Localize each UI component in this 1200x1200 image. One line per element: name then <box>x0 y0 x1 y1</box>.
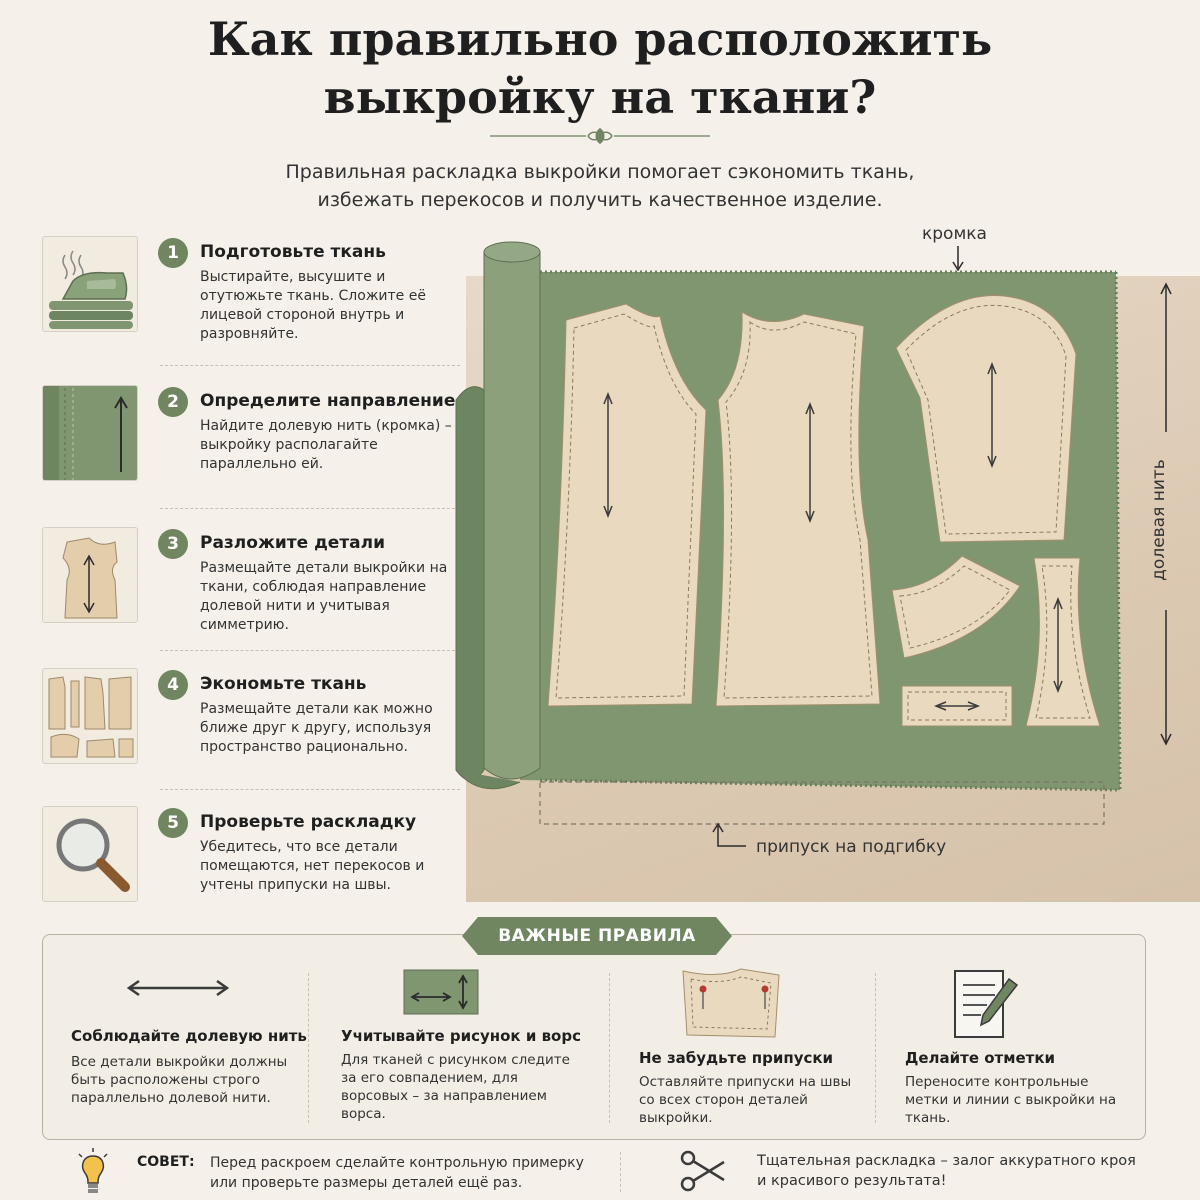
layout-icon <box>42 668 138 764</box>
page-title <box>0 10 1200 126</box>
step-number: 3 <box>158 529 188 559</box>
rule-description: Оставляйте припуски на швы со всех сторон деталей выкройки. <box>639 1074 852 1126</box>
step-description: Выстирайте, высушите и отутюжьте ткань. Сложите её лицевой стороной внутрь и разровняйте. <box>200 269 426 342</box>
rule-allowance <box>639 935 869 1141</box>
subtitle-line-2: избежать перекосов и получить качественное изделие. <box>317 189 883 211</box>
step-2 <box>42 385 462 485</box>
notepad-pencil-icon <box>951 965 1021 1043</box>
rule-description: Переносите контрольные метки и линии с выкройки на ткань. <box>905 1074 1117 1126</box>
label-grain <box>1144 440 1174 600</box>
rule-title: Соблюдайте долевую нить <box>71 1027 307 1045</box>
divider <box>609 973 610 1123</box>
scissors-icon <box>680 1150 726 1192</box>
double-arrow-icon <box>125 977 231 999</box>
rule-title: Учитывайте рисунок и ворс <box>341 1027 581 1045</box>
label-grain-text: долевая нить <box>1149 459 1169 581</box>
subtitle <box>0 158 1200 214</box>
step-number: 4 <box>158 670 188 700</box>
rule-title: Делайте отметки <box>905 1049 1056 1067</box>
divider <box>160 508 460 509</box>
divider <box>160 365 460 366</box>
tip-text: Перед раскроем сделайте контрольную примерку или проверьте размеры деталей ещё раз. <box>210 1155 584 1191</box>
step-description: Размещайте детали как можно ближе друг к другу, используя пространство рационально. <box>200 701 433 755</box>
fabric-layout-diagram <box>440 220 1200 910</box>
step-number: 5 <box>158 808 188 838</box>
title-line-1: Как правильно расположить <box>207 12 993 66</box>
rule-title: Не забудьте припуски <box>639 1049 834 1067</box>
divider <box>875 973 876 1123</box>
divider <box>160 650 460 651</box>
step-3 <box>42 527 462 633</box>
step-title: Определите направление <box>200 391 456 411</box>
iron-icon <box>42 236 138 332</box>
step-title: Разложите детали <box>200 533 386 553</box>
step-title: Проверьте раскладку <box>200 812 417 832</box>
step-description: Убедитесь, что все детали помещаются, нет перекосов и учтены припуски на швы. <box>200 839 425 893</box>
label-selvage: кромка <box>922 224 987 244</box>
rule-pattern-nap <box>341 935 591 1141</box>
step-title: Экономьте ткань <box>200 674 367 694</box>
rule-description: Все детали выкройки должны быть расположены строго параллельно долевой нити. <box>71 1054 288 1106</box>
step-description: Размещайте детали выкройки на ткани, соблюдая направление долевой нити и учитывая симметрию. <box>200 560 448 633</box>
step-1 <box>42 236 462 342</box>
rule-description: Для тканей с рисунком следите за его совпадением, для ворсовых – за направлением ворса. <box>341 1052 570 1122</box>
step-5 <box>42 806 462 906</box>
divider <box>308 973 309 1123</box>
footer <box>0 1142 1200 1200</box>
divider <box>620 1152 621 1192</box>
rule-marks <box>905 935 1135 1141</box>
rules-header <box>462 917 732 955</box>
ornament-divider-icon <box>490 124 710 148</box>
rules-header-text: ВАЖНЫЕ ПРАВИЛА <box>498 926 696 946</box>
final-message: Тщательная раскладка – залог аккуратного кроя и красивого результата! <box>757 1153 1136 1189</box>
rule-grain <box>71 935 311 1141</box>
label-hem-allowance: припуск на подгибку <box>756 837 947 857</box>
lightbulb-icon <box>76 1148 110 1196</box>
step-number: 1 <box>158 238 188 268</box>
pinned-pattern-icon <box>679 967 789 1041</box>
tip-label: СОВЕТ: <box>137 1154 195 1170</box>
pattern-piece-icon <box>42 527 138 623</box>
rules-panel <box>42 934 1146 1140</box>
subtitle-line-1: Правильная раскладка выкройки помогает сэкономить ткань, <box>285 161 915 183</box>
step-4 <box>42 668 462 768</box>
step-title: Подготовьте ткань <box>200 242 386 262</box>
step-description: Найдите долевую нить (кромка) – выкройку располагайте параллельно ей. <box>200 418 452 472</box>
grain-direction-icon <box>42 385 138 481</box>
magnifier-icon <box>42 806 138 902</box>
step-number: 2 <box>158 387 188 417</box>
title-line-2: выкройку на ткани? <box>323 70 877 124</box>
divider <box>160 789 460 790</box>
fabric-swatch-icon <box>403 969 479 1015</box>
